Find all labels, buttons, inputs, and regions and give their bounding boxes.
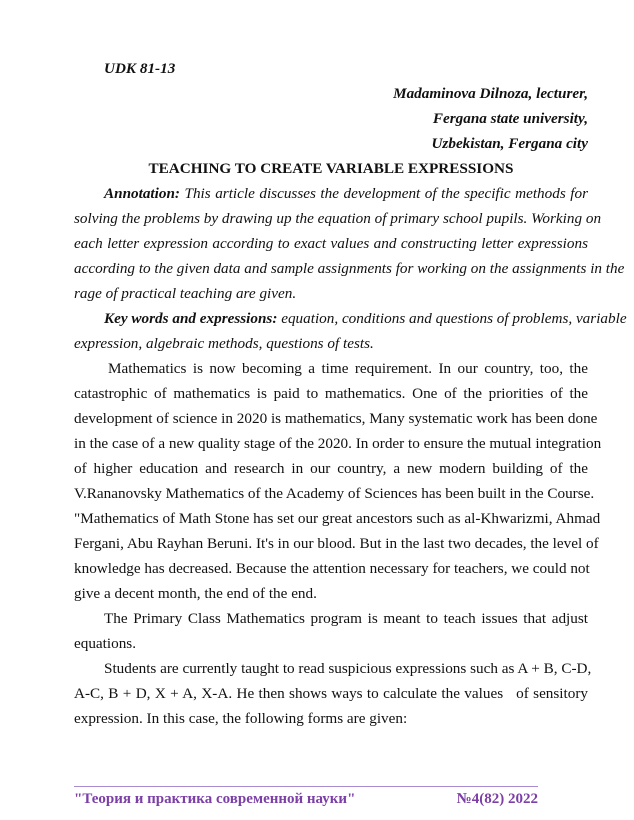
text-line: A-C, B + D, X + A, X-A. He then shows ways to calculate the values of sensitory [74, 685, 588, 702]
text-line: in the case of a new quality stage of the 2020. In order to ensure the mutual integration [74, 435, 602, 452]
text-line: Mathematics is now becoming a time requirement. In our country, too, the [108, 360, 588, 377]
keywords-label: Key words and expressions: [104, 310, 278, 327]
author-affiliation: Fergana state university, [432, 110, 588, 127]
keywords [74, 306, 627, 356]
annotation-line: each letter expression according to exact values and constructing letter expressions [74, 235, 588, 252]
paragraph-3 [74, 656, 592, 731]
journal-name: "Теория и практика современной науки" [74, 791, 356, 807]
text-line: of higher education and research in our country, a new modern building of the [74, 460, 588, 477]
annotation-line: solving the problems by drawing up the equation of primary school pupils. Working on [74, 210, 602, 227]
text-line: The Primary Class Mathematics program is meant to teach issues that adjust [104, 610, 588, 627]
paragraph-2 [74, 606, 588, 656]
annotation [74, 181, 625, 306]
text-line: "Mathematics of Math Stone has set our great ancestors such as al-Khwarizmi, Ahmad [74, 510, 601, 527]
article-page [74, 56, 627, 731]
annotation-line [74, 181, 588, 206]
keywords-line [74, 306, 627, 331]
udk-code: UDK 81-13 [104, 60, 176, 77]
text-line: equations. [74, 635, 137, 652]
text-line: give a decent month, the end of the end. [74, 585, 317, 602]
page-footer [74, 791, 538, 808]
text-line: V.Rananovsky Mathematics of the Academy of Sciences has been built in the Course. [74, 485, 595, 502]
paragraph-1 [74, 356, 602, 606]
author-location: Uzbekistan, Fergana city [431, 135, 588, 152]
text-line: catastrophic of mathematics is paid to mathematics. One of the priorities of the [74, 385, 588, 402]
text-line: expression. In this case, the following forms are given: [74, 710, 408, 727]
annotation-label: Annotation: [104, 185, 180, 202]
issue-number: №4(82) 2022 [456, 791, 538, 807]
keywords-text: equation, conditions and questions of problems, variable [281, 310, 627, 327]
footer-divider [74, 786, 538, 787]
text-line: Fergani, Abu Rayhan Beruni. It's in our blood. But in the last two decades, the level of [74, 535, 599, 552]
annotation-text: This article discusses the development of the specific methods for [184, 185, 588, 202]
annotation-line: according to the given data and sample assignments for working on the assignments in the [74, 260, 625, 277]
text-line: knowledge has decreased. Because the attention necessary for teachers, we could not [74, 560, 590, 577]
article-title: TEACHING TO CREATE VARIABLE EXPRESSIONS [148, 160, 514, 177]
annotation-line: rage of practical teaching are given. [74, 285, 297, 302]
text-line: Students are currently taught to read suspicious expressions such as A + B, C-D, [104, 660, 592, 677]
author-name: Madaminova Dilnoza, lecturer, [393, 85, 588, 102]
text-line: development of science in 2020 is mathematics, Many systematic work has been done [74, 410, 598, 427]
keywords-line: expression, algebraic methods, questions of tests. [74, 335, 374, 352]
